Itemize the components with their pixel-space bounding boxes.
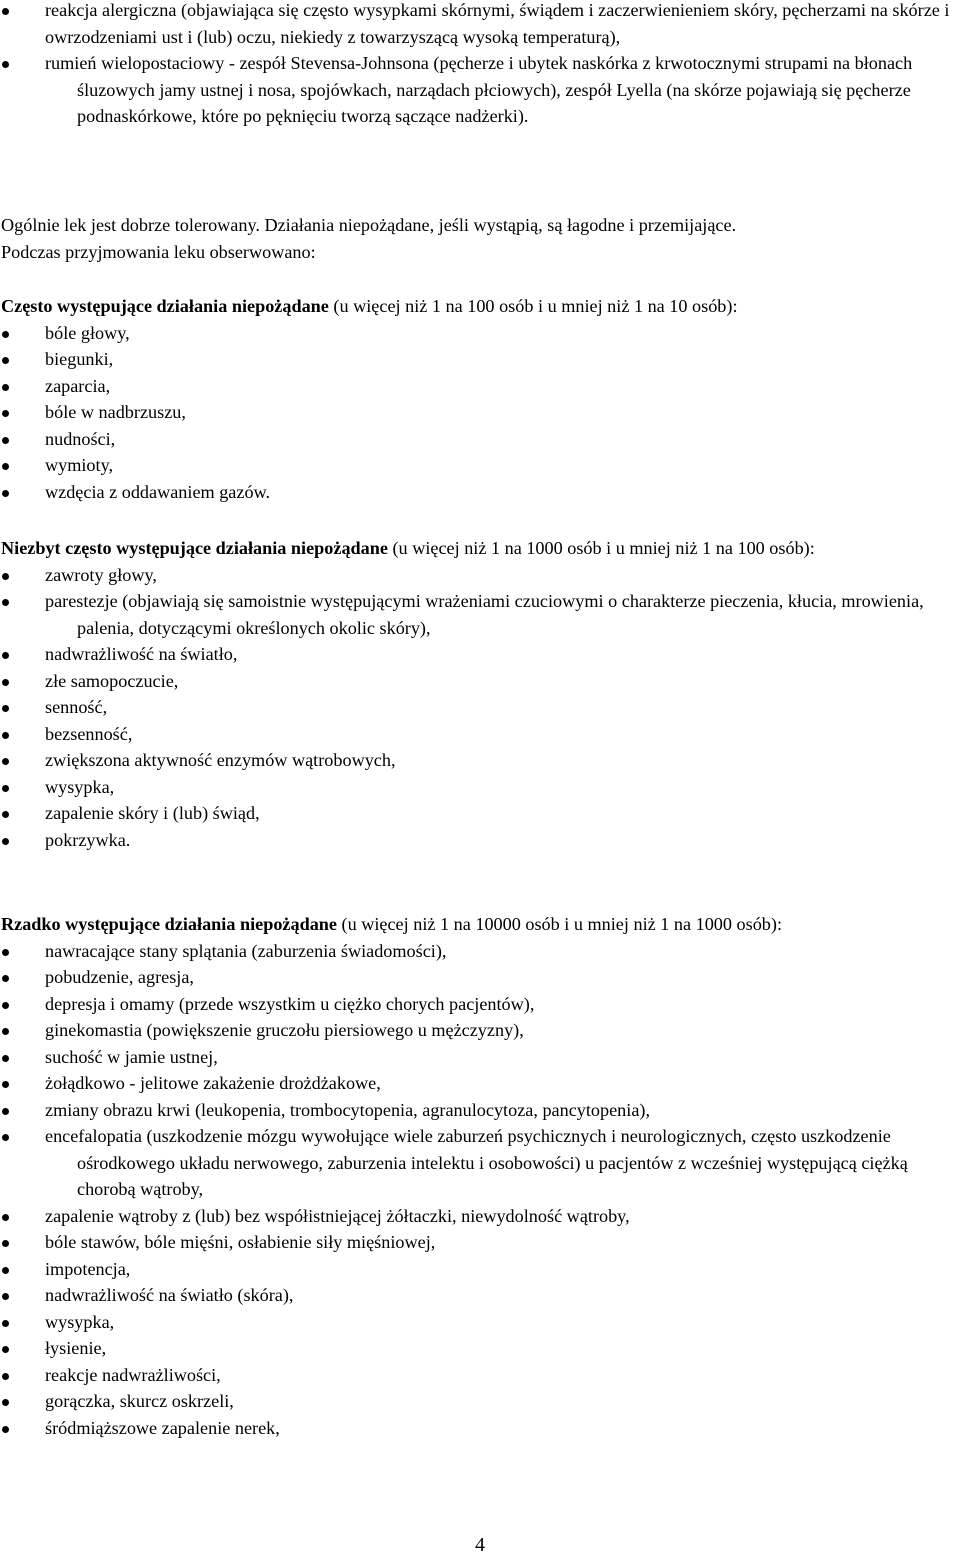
list-item: wysypka, xyxy=(0,1309,955,1336)
list-item: nadwrażliwość na światło, xyxy=(0,641,955,668)
list-item: reakcja alergiczna (objawiająca się często wysypkami skórnymi, świądem i zaczerwienieniem skóry, pęcherzami na skórze i owrzodzeniami ust i (lub) oczu, niekiedy z towarzyszącą wysoką temperaturą), xyxy=(0,0,950,50)
list-item: bóle stawów, bóle mięśni, osłabienie siły mięśniowej, xyxy=(0,1229,955,1256)
uncommon-effects-section xyxy=(0,535,955,853)
list-item: gorączka, skurcz oskrzeli, xyxy=(0,1388,955,1415)
uncommon-effects-list xyxy=(0,562,955,854)
list-item: depresja i omamy (przede wszystkim u ciężko chorych pacjentów), xyxy=(0,991,955,1018)
list-item: zawroty głowy, xyxy=(0,562,955,589)
list-item: wymioty, xyxy=(0,452,955,479)
section-heading-frequency: (u więcej niż 1 na 10000 osób i u mniej niż 1 na 1000 osób): xyxy=(336,914,782,934)
list-item: bóle w nadbrzuszu, xyxy=(0,399,955,426)
observed-line: Podczas przyjmowania leku obserwowano: xyxy=(1,241,316,262)
list-item: łysienie, xyxy=(0,1335,955,1362)
list-item: zmiany obrazu krwi (leukopenia, trombocytopenia, agranulocytoza, pancytopenia), xyxy=(0,1097,955,1124)
common-effects-list xyxy=(0,320,955,506)
list-item: żołądkowo - jelitowe zakażenie drożdżakowe, xyxy=(0,1070,955,1097)
list-item: suchość w jamie ustnej, xyxy=(0,1044,955,1071)
list-item: pobudzenie, agresja, xyxy=(0,964,955,991)
list-item: wysypka, xyxy=(0,774,955,801)
list-item: złe samopoczucie, xyxy=(0,668,955,695)
section-heading-bold: Niezbyt często występujące działania niepożądane xyxy=(1,538,388,558)
section-heading xyxy=(0,535,955,562)
list-item: biegunki, xyxy=(0,346,955,373)
list-item: nawracające stany splątania (zaburzenia świadomości), xyxy=(0,938,955,965)
allergic-reactions-list xyxy=(0,0,950,130)
section-heading-bold: Rzadko występujące działania niepożądane xyxy=(1,914,337,934)
list-item: ginekomastia (powiększenie gruczołu piersiowego u mężczyzny), xyxy=(0,1017,955,1044)
rare-effects-section xyxy=(0,911,955,1441)
common-effects-section xyxy=(0,293,955,505)
section-heading-frequency: (u więcej niż 1 na 1000 osób i u mniej niż 1 na 100 osób): xyxy=(387,538,815,558)
list-item: pokrzywka. xyxy=(0,827,955,854)
list-item: bezsenność, xyxy=(0,721,955,748)
section-heading xyxy=(0,911,955,938)
tolerance-line: Ogólnie lek jest dobrze tolerowany. Działania niepożądane, jeśli wystąpią, są łagodne i przemijające. xyxy=(1,215,737,235)
list-item: rumień wielopostaciowy - zespół Stevensa-Johnsona (pęcherze i ubytek naskórka z krwotocznymi strupami na błonach śluzowych jamy ustnej i nosa, spojówkach, narządach płciowych), zespół Lyella (na skórze pojawiają się pęcherze podnaskórkowe, które po pęknięciu tworzą sączące nadżerki). xyxy=(0,50,950,130)
list-item: parestezje (objawiają się samoistnie występującymi wrażeniami czuciowymi o charakterze pieczenia, kłucia, mrowienia, palenia, dotyczącymi określonych okolic skóry), xyxy=(0,588,955,641)
list-item: impotencja, xyxy=(0,1256,955,1283)
list-item: śródmiąższowe zapalenie nerek, xyxy=(0,1415,955,1442)
section-heading xyxy=(0,293,955,320)
list-item: bóle głowy, xyxy=(0,320,955,347)
list-item: wzdęcia z oddawaniem gazów. xyxy=(0,479,955,506)
section-heading-frequency: (u więcej niż 1 na 100 osób i u mniej niż 1 na 10 osób): xyxy=(328,296,738,316)
list-item: zaparcia, xyxy=(0,373,955,400)
rare-effects-list xyxy=(0,938,955,1442)
list-item: zapalenie skóry i (lub) świąd, xyxy=(0,800,955,827)
list-item: nudności, xyxy=(0,426,955,453)
list-item: encefalopatia (uszkodzenie mózgu wywołujące wiele zaburzeń psychicznych i neurologicznych, często uszkodzenie ośrodkowego układu nerwowego, zaburzenia intelektu i osobowości) u pacjentów z wcześniej występującą ciężką chorobą wątroby, xyxy=(0,1123,955,1203)
tolerance-paragraph xyxy=(0,212,955,265)
page-number: 4 xyxy=(475,1534,485,1556)
list-item: nadwrażliwość na światło (skóra), xyxy=(0,1282,955,1309)
list-item: zapalenie wątroby z (lub) bez współistniejącej żółtaczki, niewydolność wątroby, xyxy=(0,1203,955,1230)
list-item: senność, xyxy=(0,694,955,721)
list-item: zwiększona aktywność enzymów wątrobowych, xyxy=(0,747,955,774)
section-heading-bold: Często występujące działania niepożądane xyxy=(1,296,329,316)
list-item: reakcje nadwrażliwości, xyxy=(0,1362,955,1389)
